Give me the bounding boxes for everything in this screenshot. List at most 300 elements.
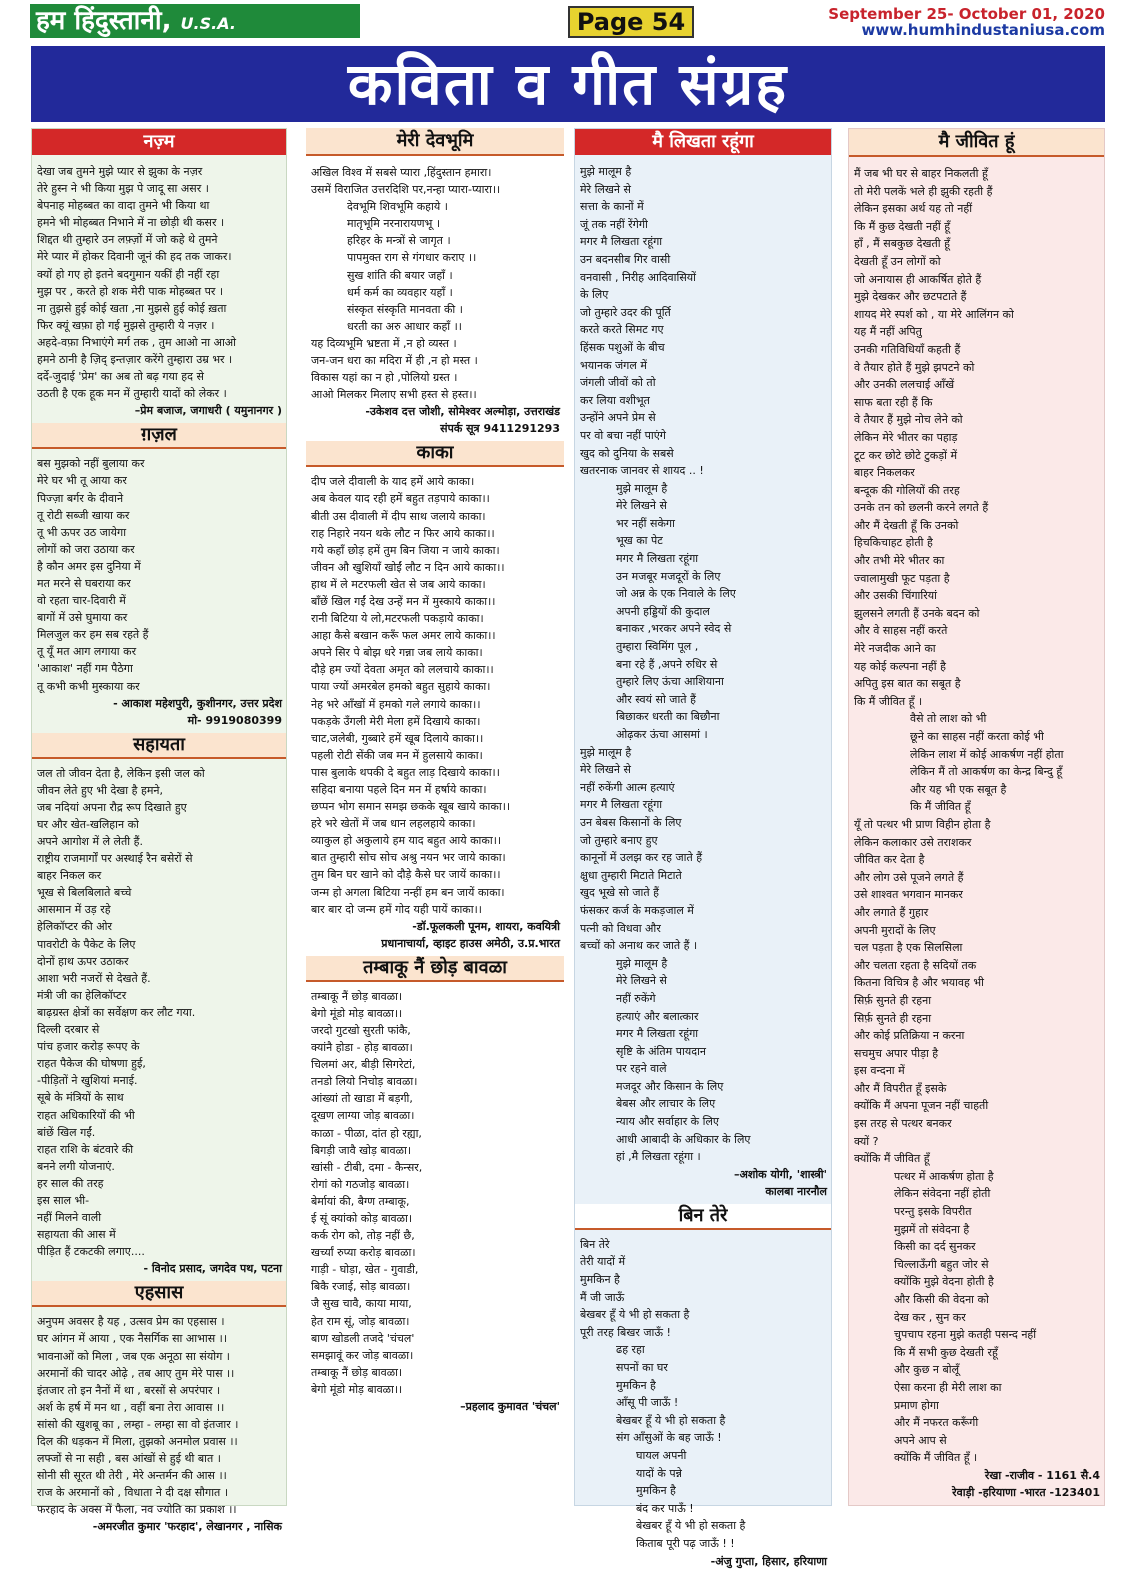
poem-line: पर वो बचा नहीं पाएंगे — [580, 428, 666, 442]
poem-line: बीती उस दीवाली में दीप साथ जलाये काका। — [311, 509, 486, 523]
poem-nazm — [32, 163, 286, 402]
poem-line: ई सूं क्यांको कोड़ बावळा। — [311, 1211, 413, 1225]
poem-line: बाढ़ग्रस्त क्षेत्रों का सर्वेक्षण कर लौट गया. — [37, 1005, 196, 1019]
poem-line: घायल अपनी — [636, 1448, 687, 1462]
poem-line: और स्वयं सो जाते हैं — [616, 692, 696, 706]
poem-line: यूँ तो पत्थर भी प्राण विहीन होता है — [854, 817, 991, 831]
poem-credit: रेखा -राजीव - 1161 सै.4 — [984, 1468, 1100, 1482]
poem-line: मेरे घर भी तू आया कर — [37, 474, 127, 488]
poem-line: उसमें विराजित उत्तरदिशि पर,नन्हा प्यारा-प्यारा।। — [311, 183, 501, 197]
poem-line: पत्नी को विधवा और — [580, 921, 661, 935]
poem-credit: -डॉ.फूलकली पूनम, शायरा, कवयित्री — [412, 919, 560, 933]
poem-line: मेरे लिखने से — [580, 763, 631, 777]
poem-line: ज्वालामुखी फूट पड़ता है — [854, 571, 950, 585]
poem-line: नेह भरे आँखों में हमको गले लगाये काका।। — [311, 697, 481, 711]
poem-line: 'आकाश' नहीं गम पैठेगा — [37, 662, 133, 676]
poem-line: अपने सिर पे बोझ धरे गन्ना जब लाये काका। — [311, 646, 483, 660]
poem-line: जो तुम्हारे बनाए हुए — [580, 833, 658, 847]
poem-line: मुझे देखकर और छटपटाते हैं — [854, 290, 967, 304]
poem-line: वनवासी , निरीह आदिवासियों — [580, 270, 697, 284]
poem-line: क्यांनै होडा - होड़ बावळा। — [311, 1041, 413, 1055]
poem-line: हेलिकॉप्टर की ओर — [37, 920, 112, 934]
poem-line: सृष्टि के अंतिम पायदान — [616, 1044, 707, 1058]
poem-line: बेपनाह मोहब्बत का वादा तुमने भी किया था — [37, 199, 210, 213]
poem-bintere — [575, 1236, 831, 1553]
poem-line: फरहाद के अक्स में फैला, नव ज्योति का प्रकाश ।। — [37, 1503, 237, 1517]
poem-title-nazm: नज़्म — [32, 129, 286, 155]
poem-line: मंत्री जी का हेलिकॉप्टर — [37, 988, 127, 1002]
poem-line: क्यों हो गए हो इतने बदगुमान यकीं ही नहीं रहा — [37, 267, 220, 281]
poem-line: और मैं विपरीत हूँ इसके — [854, 1081, 947, 1095]
poem-line: जै सुख चावै, काया माया, — [311, 1297, 412, 1311]
poem-line: चाट,जलेबी, गुब्बारे हमें खूब दिलाये काका।। — [311, 731, 484, 745]
poem-line: न्याय और सर्वाहार के लिए — [616, 1115, 720, 1129]
poem-line: सांसो की खुशबू का , लम्हा - लम्हा सा वो इंतजार । — [37, 1417, 239, 1431]
poem-line: लेकिन कलाकार उसे तराशकर — [854, 835, 972, 849]
poem-title-tambaku: तम्बाकू नैं छोड़ बावळा — [306, 956, 564, 982]
poem-line: अपितु इस बात का सबूत है — [854, 677, 961, 691]
poem-line: कि मैं जीवित हूँ — [910, 800, 971, 814]
poem-line: व्याकुल हो अकुलाये हम याद बहुत आये काका।। — [311, 834, 502, 848]
poem-line: कानूनों में उलझ कर रह जाते हैं — [580, 851, 703, 865]
poem-title-devbhumi: मेरी देवभूमि — [306, 128, 564, 156]
poem-line: वो रहता चार-दिवारी में — [37, 594, 126, 608]
poem-line: हाँ , मैं सबकुछ देखती हूँ — [854, 237, 950, 251]
poem-line: लोगों को जरा उठाया कर — [37, 542, 135, 556]
poem-line: मेरे लिखने से — [616, 499, 667, 513]
poem-line: इस साल भी- — [37, 1193, 90, 1207]
poem-line: घर आंगन में आया , एक नैसर्गिक सा आभास ।। — [37, 1332, 227, 1346]
poem-jivit — [849, 165, 1104, 1467]
poem-line: मजदूर और किसान के लिए — [616, 1079, 724, 1093]
poem-line: दीप जले दीवाली के याद हमें आये काका। — [311, 475, 475, 489]
poem-line: यह कोई कल्पना नहीं है — [854, 659, 946, 673]
poem-line: तो मेरी पलकें भले ही झुकी रहती हैं — [854, 184, 993, 198]
poem-line: हाथ में ले मटरफली खेत से जब आये काका। — [311, 577, 486, 591]
poem-credit: -अमरजीत कुमार 'फरहाद', लेखानगर , नासिक — [92, 1520, 282, 1534]
poem-line: मेरे नजदीक आने का — [854, 642, 936, 656]
poem-ghazal — [32, 455, 286, 694]
poem-line: जल तो जीवन देता है, लेकिन इसी जल को — [37, 766, 205, 780]
poem-line: बात तुम्हारी सोच सोच अश्रु नयन भर जाये काका। — [311, 851, 506, 865]
poem-line: और चलता रहता है सदियों तक — [854, 958, 977, 972]
poem-line: क्योंकि मुझे वेदना होती है — [894, 1275, 994, 1289]
poem-line: भावनाओं को मिला , जब एक अनूठा सा संयोग । — [37, 1349, 230, 1363]
poem-line: तुम्हारा स्विमिंग पूल , — [616, 640, 699, 654]
poem-line: पीड़ित हैं टकटकी लगाए.... — [37, 1245, 145, 1259]
poem-line: बेबस और लाचार के लिए — [616, 1097, 716, 1111]
poem-line: चल पड़ता है एक सिलसिला — [854, 941, 963, 955]
poem-line: शायद मेरे स्पर्श को , या मेरे आलिंगन को — [854, 307, 1014, 321]
poem-line: और कोई प्रतिक्रिया न करना — [854, 1029, 965, 1043]
poem-credit-contact: मो- 9919080399 — [187, 713, 282, 727]
poem-sahayata — [32, 765, 286, 1261]
poem-line: पावरोटी के पैकेट के लिए — [37, 937, 136, 951]
poem-line: हमने भी मोहब्बत निभाने में ना छोड़ी थी कसर । — [37, 216, 225, 230]
poem-line: राहत अधिकारियों की भी — [37, 1108, 135, 1122]
poem-line: बिकै रजाई, सोड़ बावळा। — [311, 1280, 411, 1294]
poem-line: हरे भरे खेतों में जब धान लहलहाये काका। — [311, 817, 476, 831]
poem-line: खुद को दुनिया के सबसे — [580, 446, 674, 460]
poem-line: कि मैं जीवित हूँ । — [854, 694, 923, 708]
column-4 — [848, 128, 1105, 1506]
poem-line: सुख शांति की बयार जहाँ । — [347, 268, 453, 282]
poem-line: धर्म कर्म का व्यवहार यहाँ । — [347, 285, 453, 299]
poem-line: ढह रहा — [616, 1343, 645, 1357]
poem-line: सहिदा बनाया पहले दिन मन में हर्षाये काका। — [311, 783, 487, 796]
poem-line: उनके तन को छलनी करने लगते हैं — [854, 501, 989, 515]
poem-line: अनुपम अवसर है यह , उत्सव प्रेम का एहसास । — [37, 1315, 225, 1329]
poem-line: तू यूँ मत आग लगाया कर — [37, 645, 137, 659]
poem-line: अपने आगोश में ले लेती हैं. — [37, 835, 143, 848]
poem-line: बाहर निकलकर — [854, 466, 915, 480]
poem-line: बेगो मूंडो मोड़ बावळा।। — [311, 1006, 403, 1020]
poem-line: सहायता की आस में — [37, 1228, 116, 1242]
poem-line: अपनी मुरादों के लिए — [854, 923, 936, 937]
poem-line: हमने ठानी है ज़िद् इन्तज़ार करेंगे तुम्हारा उम्र भर । — [37, 353, 233, 367]
poem-line: सपनों का घर — [616, 1361, 668, 1374]
poem-line: गये कहाँ छोड़ हमें तुम बिन जिया न जाये काका। — [311, 543, 500, 557]
poem-line: इस वन्दना में — [854, 1064, 905, 1078]
poem-line: कि मैं कुछ देखती नहीं हूँ — [854, 219, 951, 233]
poem-line: अपनी हड्डियों की कुदाल — [616, 604, 710, 618]
poem-line: पर रहने वाले — [616, 1062, 667, 1076]
poem-devbhumi — [306, 164, 564, 403]
dateline — [828, 6, 1105, 38]
poem-line: उन मजबूर मजदूरों के लिए — [616, 569, 721, 583]
poem-line: जूं तक नहीं रेंगेगी — [580, 217, 648, 231]
poem-line: पास बुलाके थपकी दे बहुत लाड़ दिखाये काका।। — [311, 765, 500, 779]
poem-line: बिछाकर धरती का बिछौना — [616, 710, 720, 724]
poem-line: आसमान में उड़ रहे — [37, 903, 111, 917]
poem-likhta — [575, 163, 831, 1166]
poem-line: लेकिन मैं तो आकर्षण का केन्द्र बिन्दु हूँ — [910, 765, 1063, 779]
poem-line: जंगली जीवों को तो — [580, 376, 656, 390]
poem-line: मुझे मालूम है — [580, 165, 632, 178]
poem-line: वे तैयार हैं मुझे नोच लेने को — [854, 413, 963, 427]
poem-line: बेर्मायां की, बैग्ण तम्बाकू, — [311, 1194, 410, 1208]
poem-title-ehsaas: एहसास — [32, 1281, 286, 1307]
poem-line: छप्पन भोग समान समझ छकके खूब खाये काका।। — [311, 800, 511, 814]
poem-line: लेकिन इसका अर्थ यह तो नहीं — [854, 202, 973, 216]
poem-line: फंसकर कर्ज के मकड़जाल में — [580, 903, 694, 917]
poem-line: दर्दे-जुदाई 'प्रेम' का अब तो बढ़ गया हद से — [37, 370, 204, 384]
poem-line: पत्थर में आकर्षण होता है — [894, 1169, 994, 1183]
poem-line: मत मरने से घबराया कर — [37, 576, 131, 590]
poem-line: आधी आबादी के अधिकार के लिए — [616, 1132, 751, 1146]
poem-line: बिगड़ी जावै खोड़ बावळा। — [311, 1143, 412, 1157]
poem-line: ना तुझसे हुई कोई खता ,ना मुझसे हुई कोई ख़ता — [37, 301, 227, 315]
brand-suffix: U.S.A. — [180, 14, 236, 33]
poem-line: खर्च्यां रुप्या करोड़ बावळा। — [311, 1246, 416, 1260]
poem-line: नहीं रुकेंगे — [616, 991, 656, 1005]
poem-line: मुमकिन है — [636, 1484, 676, 1498]
poem-line: किसी का दर्द सुनकर — [894, 1240, 976, 1254]
poem-line: मेरे लिखने से — [580, 182, 631, 196]
poem-line: राज के अरमानों को , विधाता ने दी दक्ष सौगात । — [37, 1486, 228, 1500]
poem-line: मुझमें तो संवेदना है — [894, 1222, 970, 1236]
poem-line: धरती का अरु आधार कहाँ ।। — [347, 319, 462, 333]
poem-line: खतरनाक जानवर से शायद .. ! — [580, 464, 704, 478]
brand-name: हम हिंदुस्तानी, — [36, 6, 172, 36]
poem-line: वैसे तो लाश को भी — [910, 712, 987, 726]
poem-line: और मैं नफरत करूँगी — [894, 1416, 979, 1430]
poem-line: तुम्हारे लिए ऊंचा आशियाना — [616, 675, 724, 689]
poem-line: उठती है एक हूक मन में तुम्हारी यादों को लेकर । — [37, 387, 227, 401]
poem-credit: - विनोद प्रसाद, जगदेव पथ, पटना — [143, 1262, 282, 1276]
poem-line: उन बदनसीब गिर वासी — [580, 252, 671, 266]
poem-line: आहा कैसे बखान करूँ फल अमर लाये काका।। — [311, 629, 496, 643]
poem-line: बंद कर पाऊँ ! — [636, 1501, 694, 1515]
poem-line: चिल्लाऊँगी बहुत जोर से — [894, 1257, 989, 1271]
poem-line: हिचकिचाहट होती है — [854, 536, 933, 550]
poem-line: क्योंकि मैं जीवित हूँ — [854, 1152, 930, 1166]
poem-credit: -अंजु गुप्ता, हिसार, हरियाणा — [710, 1554, 827, 1568]
poem-line: जन-जन धरा का मदिरा में ही ,न हो मस्त । — [311, 354, 478, 368]
poem-line: अर्श के हर्ष में मन था , वहीं बना तेरा आवास ।। — [37, 1400, 225, 1414]
poem-line: हिंसक पशुओं के बीच — [580, 340, 665, 354]
poem-line: मुझ पर , करते हो शक मेरी पाक मोहब्बत पर । — [37, 284, 224, 298]
issue-date: September 25- October 01, 2020 — [828, 5, 1105, 23]
poem-credit: -उकेशव दत्त जोशी, सोमेश्वर अल्मोड़ा, उत्तराखंड — [365, 405, 560, 419]
poem-line: झुलसने लगती हैं उनके बदन को — [854, 606, 980, 620]
poem-line: उसे शाश्वत भगवान मानकर — [854, 888, 963, 902]
poem-credit-place: रेवाड़ी -हरियाणा -भारत -123401 — [952, 1485, 1100, 1499]
poem-line: विकास यहां का न हो ,पोलियो ग्रस्त । — [311, 371, 458, 385]
poem-line: तनडो लियो निचोड़ बावळा। — [311, 1075, 418, 1089]
poem-line: और उनकी ललचाई आँखें — [854, 378, 955, 392]
poem-line: और कुछ न बोलूँ — [894, 1363, 960, 1377]
poem-line: बेखबर हूँ ये भी हो सकता है — [580, 1308, 690, 1322]
poem-line: दौड़े हम ज्यों देवता अमृत को ललचाये काका।। — [311, 663, 494, 677]
poem-line: बना रहे हैं ,अपने रुधिर से — [616, 657, 718, 671]
poem-kaka — [306, 473, 564, 917]
poem-line: मैं जी जाऊँ — [580, 1290, 625, 1304]
poem-line: मुझे मालूम है — [616, 481, 668, 495]
poem-line: राहत राशि के बंटवारे की — [37, 1142, 134, 1156]
poem-line: गाड़ी - घोड़ा, खेत - गुवाडी, — [311, 1263, 419, 1277]
poem-line: बन्दूक की गोलियों की तरह — [854, 483, 960, 497]
poem-line: बच्चों को अनाथ कर जाते हैं । — [580, 939, 698, 953]
poem-line: -पीड़ितों ने खुशियां मनाई. — [37, 1074, 138, 1088]
poem-line: हर साल की तरह — [37, 1176, 104, 1190]
poem-line: ऐसा करना ही मेरी लाश का — [894, 1380, 1002, 1394]
poem-line: चिलमां अर, बीड़ी सिगरेटां, — [311, 1058, 416, 1072]
poem-line: जरदो गुटखो सुरती फांकै, — [311, 1023, 411, 1037]
poem-line: यह दिव्यभूमि भ्रष्टता में ,न हो व्यस्त । — [311, 336, 457, 350]
poem-line: बाहर निकल कर — [37, 869, 102, 883]
poem-line: पूरी तरह बिखर जाऊँ ! — [580, 1325, 671, 1339]
poem-line: जीवन लेते हुए भी देखा है हमने, — [37, 783, 163, 797]
poem-credit: –प्रहलाद कुमावत 'चंचल' — [460, 1400, 560, 1413]
poem-line: है कौन अमर इस दुनिया में — [37, 559, 141, 573]
poem-line: मुझे मालूम है — [580, 745, 632, 759]
poem-line: जीवन औ खुशियाँ खोईं लौट न दिन आये काका।। — [311, 560, 505, 574]
poem-line: मगर मै लिखता रहूंगा — [616, 552, 699, 566]
poem-line: हरिहर के मन्त्रों से जागृत । — [347, 234, 451, 248]
poem-line: लेकिन मेरे भीतर का पहाड़ — [854, 430, 958, 444]
poem-line: और लगाते हैं गुहार — [854, 905, 929, 919]
poem-line: भूख का पेट — [616, 534, 663, 548]
poem-line: भर नहीं सकेगा — [616, 516, 675, 530]
poem-line: कितना विचित्र है और भयावह भी — [854, 976, 984, 990]
poem-line: दोनों हाथ ऊपर उठाकर — [37, 954, 129, 968]
poem-line: देखा जब तुमने मुझे प्यार से झुका के नज़र — [37, 165, 203, 178]
poem-line: करते करते सिमट गए — [580, 323, 664, 337]
poem-line: मेरे लिखने से — [616, 974, 667, 988]
poem-line: समझावूं कर जोड़ बावळा। — [311, 1348, 414, 1362]
poem-line: वे तैयार होते हैं मुझे झपटने को — [854, 360, 975, 374]
poem-line: और किसी की वेदना को — [894, 1293, 989, 1306]
poem-line: और मैं देखती हूँ कि उनको — [854, 518, 959, 532]
poem-line: बेखबर हूँ ये भी हो सकता है — [616, 1413, 726, 1427]
poem-line: क्योंकि मैं जीवित हूँ । — [894, 1451, 978, 1465]
poem-line: और उसकी चिंगारियां — [854, 589, 937, 603]
poem-credit: –प्रेम बजाज, जगाधरी ( यमुनानगर ) — [134, 404, 282, 418]
poem-line: मगर मै लिखता रहूंगा — [616, 1027, 699, 1041]
poem-line: अरमानों की चादर ओढ़े , तब आए तुम मेरे पास ।। — [37, 1366, 235, 1380]
poem-line: यह मैं नहीं अपितु — [854, 325, 922, 339]
poem-line: उन बेबस किसानों के लिए — [580, 815, 682, 829]
poem-line: मातृभूमि नरनारायणभू । — [347, 217, 440, 231]
poem-title-ghazal: ग़ज़ल — [32, 423, 286, 449]
poem-line: घर और खेत-खलिहान को — [37, 817, 139, 831]
poem-line: हेत राम सूं, जोड़ बावळा। — [311, 1314, 410, 1328]
poem-line: भयानक जंगल में — [580, 358, 647, 372]
poem-line: बांछें खिल गईं. — [37, 1125, 96, 1139]
poem-line: अखिल विश्व में सबसे प्यारा ,हिंदुस्तान हमारा। — [311, 166, 492, 179]
poem-line: कर लिया वशीभूत — [580, 393, 650, 407]
poem-line: खांसी - टीबी, दमा - कैन्सर, — [311, 1160, 423, 1174]
poem-line: मेरे प्यार में होकर दिवानी जूनं की हद तक जाकर। — [37, 250, 232, 264]
poem-line: आशा भरी नजरों से देखते हैं. — [37, 971, 151, 985]
poem-line: उन्होंने अपने प्रेम से — [580, 411, 656, 425]
poem-line: और तभी मेरे भीतर का — [854, 554, 945, 568]
poem-line: साफ बता रही हैं कि — [854, 395, 933, 409]
poem-line: संस्कृत संस्कृति मानवता की । — [347, 302, 463, 316]
poem-line: फिर क्यूं खफ़ा हो गई मुझसे तुम्हारी ये नज़र । — [37, 318, 215, 332]
column-1 — [31, 128, 287, 1534]
poem-line: लेकिन लाश में कोई आकर्षण नहीं होता — [910, 747, 1064, 761]
poem-line: लफ्जों से ना सही , बस आंखों से हुई थी बात । — [37, 1452, 221, 1466]
poem-line: के लिए — [580, 288, 609, 302]
poem-line: राष्ट्रीय राजमार्गों पर अस्थाई रैन बसेरों से — [37, 852, 193, 866]
masthead — [0, 0, 1135, 42]
poem-line: यादों के पन्ने — [636, 1466, 682, 1480]
poem-line: देवभूमि शिवभूमि कहाये । — [347, 200, 448, 214]
poem-line: चुपचाप रहना मुझे कतही पसन्द नहीं — [894, 1328, 1037, 1342]
poem-line: नहीं मिलने वाली — [37, 1211, 102, 1225]
poem-line: हत्याएं और बलात्कार — [616, 1009, 699, 1023]
poem-line: सिर्फ़ सुनते ही रहना — [854, 1011, 932, 1025]
poem-line: कि मैं सभी कुछ देखती रहूँ — [894, 1345, 998, 1359]
poem-line: परन्तु इसके विपरीत — [894, 1205, 972, 1219]
poem-credit-contact: प्रधानाचार्या, व्हाइट हाउस अमेठी, उ.प्र.भारत — [381, 936, 560, 950]
website-link[interactable]: www.humhindustaniusa.com — [861, 21, 1105, 39]
poem-line: ओढ़कर ऊंचा आसमां । — [616, 728, 708, 741]
poem-line: और लोग उसे पूजने लगते हैं — [854, 870, 964, 884]
poem-line: जीवित कर देता है — [854, 853, 925, 867]
poem-line: मिलजुल कर हम सब रहते हैं — [37, 628, 149, 642]
poem-line: तम्बाकू नैं छोड़ बावळा। — [311, 1365, 403, 1379]
poem-line: पिज्ज़ा बर्गर के दीवाने — [37, 491, 124, 505]
poem-line: तू भी ऊपर उठ जायेगा — [37, 525, 127, 539]
poem-line: जब नदियां अपना रौद्र रूप दिखाते हुए — [37, 800, 187, 814]
poem-line: दिल की धड़कन में मिला, तुझको अनमोल प्रवास ।। — [37, 1435, 238, 1448]
poem-line: पाया ज्यों अमरबेल हमको बहुत सुहाये काका। — [311, 680, 491, 694]
poem-line: तेरे हुस्न ने भी किया मुझ पे जादू सा असर । — [37, 182, 209, 196]
poem-line: तू रोटी सब्जी खाया कर — [37, 508, 130, 522]
poem-line: हां ,मै लिखता रहूंगा । — [616, 1150, 701, 1164]
poem-title-kaka: काका — [306, 441, 564, 467]
poem-line: नहीं रुकेंगी आत्म हत्याएं — [580, 780, 675, 794]
poem-line: इस तरह से पत्थर बनकर — [854, 1117, 952, 1131]
poem-line: पांच हजार करोड़ रूपए के — [37, 1040, 140, 1054]
poem-line: सत्ता के कानों में — [580, 200, 644, 214]
poem-title-bintere: बिन तेरे — [575, 1204, 831, 1230]
poem-line: तू कभी कभी मुस्काया कर — [37, 679, 140, 693]
poem-line: रोगां को गठजोड़ बावळा। — [311, 1177, 410, 1191]
poem-title-sahayata: सहायता — [32, 733, 286, 759]
poem-line: रानी बिटिया ये लो,मटरफली पकड़ाये काका। — [311, 612, 484, 626]
poem-line: दूखण लाग्या जोड़ बावळा। — [311, 1109, 415, 1123]
page-number: Page 54 — [568, 6, 694, 38]
poem-line: इंतजार तो इन नैनों में था , बरसों से अपरंपार । — [37, 1383, 221, 1397]
poem-line: मगर मै लिखता रहूंगा — [580, 235, 663, 249]
poem-line: देखती हूँ उन लोगों को — [854, 254, 941, 268]
poem-line: बेगो मूंडो मोड़ बावळा।। — [311, 1382, 403, 1396]
poem-line: भूख से बिलबिलाते बच्चे — [37, 886, 132, 900]
poem-line: बागों में उसे घुमाया कर — [37, 611, 128, 625]
poem-line: और वे साहस नहीं करते — [854, 624, 948, 638]
poem-line: खुद भूखे सो जाते हैं — [580, 886, 659, 900]
poem-line: छूने का साहस नहीं करता कोई भी — [910, 730, 1044, 743]
poem-line: संग आँसुओं के बह जाऊँ ! — [616, 1431, 722, 1445]
poem-credit: –अशोक योगी, 'शास्त्री' — [733, 1167, 827, 1181]
poem-ehsaas — [32, 1313, 286, 1518]
poem-line: जो अनायास ही आकर्षित होते हैं — [854, 272, 982, 286]
poem-line: पापमुक्त राग से गंगधार कराए ।। — [347, 251, 477, 265]
poem-line: लेकिन संवेदना नहीं होती — [894, 1187, 991, 1201]
poem-line: देख कर , सुन कर — [894, 1310, 966, 1324]
poem-line: अहदे-वफ़ा निभाएंगे मर्ग तक , तुम आओ ना आओ — [37, 335, 237, 349]
poem-line: बिन तेरे — [580, 1237, 610, 1251]
poem-line: राहत पैकेज की घोषणा हुई, — [37, 1057, 146, 1071]
poem-line: कर्क रोग को, तोड़ नहीं छै, — [311, 1229, 415, 1243]
poem-line: बनाकर ,भरकर अपने स्वेद से — [616, 622, 732, 636]
poem-credit: - आकाश महेशपुरी, कुशीनगर, उत्तर प्रदेश — [113, 696, 282, 710]
poem-line: पकड़के उँगली मेरी मेला हमें दिखाये काका। — [311, 714, 481, 728]
poem-line: आँसू पी जाऊँ ! — [616, 1396, 679, 1410]
poem-line: क्षुधा तुम्हारी मिटाते मिटाते — [580, 868, 682, 882]
poem-line: बनने लगी योजनाएं. — [37, 1159, 115, 1173]
poem-line: सोनी सी सूरत थी तेरी , मेरे अन्तर्मन की आस ।। — [37, 1469, 227, 1483]
poem-line: सिर्फ़ सुनते ही रहना — [854, 993, 932, 1007]
poem-line: प्रमाण होगा — [894, 1398, 939, 1412]
poem-line: बाँछें खिल गईं देख उन्हें मन में मुस्काये काका।। — [311, 594, 496, 608]
poem-line: अपने आप से — [894, 1433, 947, 1447]
poem-line: अब केवल याद रही हमें बहुत तड़पाये काका।। — [311, 492, 490, 506]
poem-line: काळा - पीळा, दांत हो रह्या, — [311, 1126, 422, 1140]
poem-line: बस मुझको नहीं बुलाया कर — [37, 457, 145, 471]
column-3 — [574, 128, 832, 1568]
poem-line: बार बार दो जन्म हमें गोद यही पायें काका।। — [311, 902, 482, 916]
poem-line: बाण खोडली तजदे 'चंचल' — [311, 1331, 415, 1345]
poem-line: जो अन्न के एक निवाले के लिए — [616, 587, 736, 601]
poem-line: बेखबर हूँ ये भी हो सकता है — [636, 1519, 746, 1533]
poem-line: क्योंकि मैं अपना पूजन नहीं चाहती — [854, 1099, 989, 1113]
poem-line: सूबे के मंत्रियों के साथ — [37, 1091, 124, 1105]
